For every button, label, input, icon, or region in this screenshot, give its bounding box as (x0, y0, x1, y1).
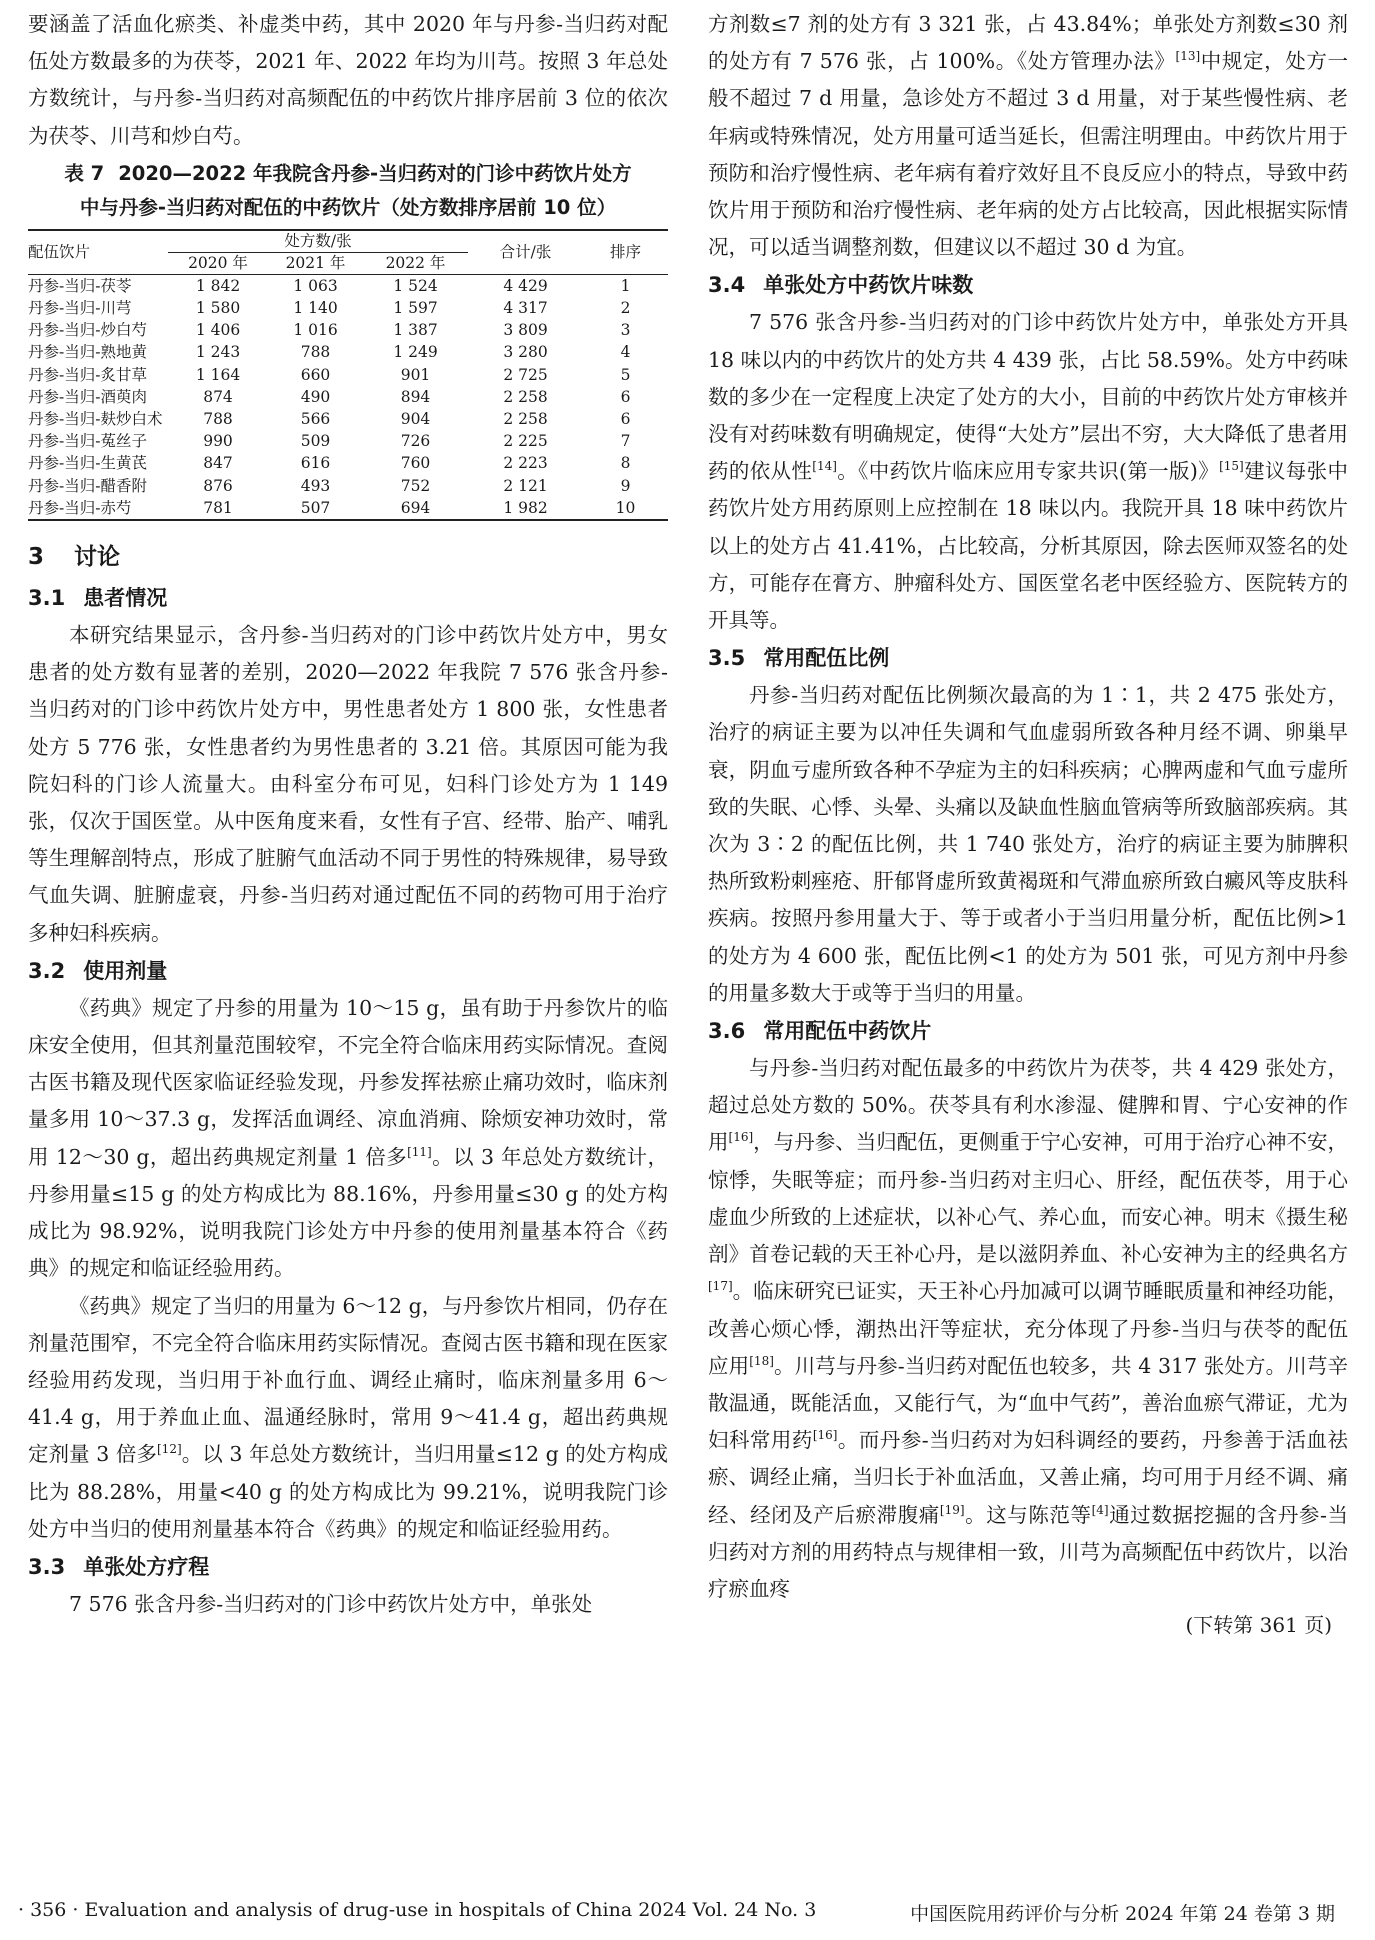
table-cell-name: 丹参-当归-茯苓 (28, 276, 132, 295)
text-run: 方剂数≤7 剂的处方有 3 321 张，占 43.84%；单张处方剂数≤30 剂的处方有 7 576 张，占 100%。《处方管理办法》 (708, 12, 1348, 74)
section-3-4-title: 单张处方中药饮片味数 (763, 273, 974, 298)
table-caption-line1: 2020—2022 年我院含丹参-当归药对的门诊中药饮片处方 (118, 161, 632, 185)
table-cell-total: 2 258 (503, 410, 548, 429)
table-cell-total: 2 223 (503, 454, 548, 473)
section-3-4-paragraph (708, 304, 1348, 639)
text-run: 。这与陈范等 (964, 1502, 1092, 1527)
col-header-name: 配伍饮片 (28, 230, 168, 275)
table-cell-rank: 6 (620, 387, 631, 406)
section-3-5-title: 常用配伍比例 (763, 646, 890, 671)
table-cell-y2022: 694 (400, 498, 431, 517)
section-3-2-paragraph-2 (28, 1288, 668, 1548)
table-row (28, 319, 668, 341)
text-run: 。以 3 年总处方数统计，丹参用量≤15 g 的处方构成比为 88.16%，丹参用量≤30 g 的处方构成比为 98.92%，说明我院门诊处方中丹参的使用剂量基本符合《药典》的规定和临证经验用药。 (28, 1144, 669, 1281)
table-cell-total: 4 429 (503, 276, 548, 295)
col-header-2021: 2021 年 (268, 252, 363, 274)
table-cell-rank: 2 (620, 299, 631, 318)
col-header-2020: 2020 年 (168, 252, 268, 274)
table-cell-y2020: 781 (203, 498, 233, 517)
text-run: 。以 3 年总处方数统计，当归用量≤12 g 的处方构成比为 88.28%，用量<40 g 的处方构成比为 99.21%，说明我院门诊处方中当归的使用剂量基本符合《药典》的规定和临证经验用药。 (28, 1442, 668, 1541)
text-run: 通过数据挖掘的含丹参-当归药对方剂的用药特点与规律相一致，川芎为高频配伍中药饮片，以治疗瘀血疼 (708, 1502, 1349, 1601)
table-body (28, 274, 668, 520)
table-row (28, 430, 668, 452)
table-cell-y2020: 1 164 (195, 365, 241, 384)
page-footer (0, 1893, 1375, 1933)
table-cell-name: 丹参-当归-醋香附 (28, 476, 147, 495)
table-cell-y2021: 493 (300, 476, 331, 495)
citation: [11] (407, 1144, 432, 1159)
section-3-3-number: 3.3 (28, 1554, 66, 1579)
table-cell-y2020: 876 (203, 476, 233, 495)
section-3-1-heading (28, 579, 668, 617)
citation: [4] (1091, 1502, 1109, 1517)
footer-right: 中国医院用药评价与分析 2024 年第 24 卷第 3 期 (910, 1903, 1335, 1925)
table-cell-rank: 4 (620, 343, 631, 362)
table-cell-y2021: 660 (300, 365, 331, 384)
section-3-1-paragraph: 本研究结果显示，含丹参-当归药对的门诊中药饮片处方中，男女患者的处方数有显著的差别，2020—2022 年我院 7 576 张含丹参-当归药对的门诊中药饮片处方中，男性患者处方 1 800 张，女性患者处方 5 776 张，女性患者约为男性患者的 3.21 倍。其原因可能为我院妇科的门诊人流量大。由科室分布可见，妇科门诊处方为 1 149 张，仅次于国医堂。从中医角度来看，女性有子宫、经带、胎产、哺乳等生理解剖特点，形成了脏腑气血活动不同于男性的特殊规律，易导致气血失调、脏腑虚衰，丹参-当归药对通过配伍不同的药物可用于治疗多种妇科疾病。 (28, 623, 668, 945)
table-cell-y2022: 1 387 (393, 321, 438, 340)
left-column (28, 6, 668, 1623)
text-run: 7 576 张含丹参-当归药对的门诊中药饮片处方中，单张处方开具 18 味以内的中药饮片的处方共 4 439 张，占比 58.59%。处方中药味数的多少在一定程度上决定了处方的大小，目前的中药饮片处方审核并没有对药味数有明确规定，使得“大处方”层出不穷，大大降低了患者用药的依从性 (708, 310, 1349, 484)
table-cell-y2022: 1 597 (393, 299, 438, 318)
table-cell-name: 丹参-当归-炙甘草 (28, 365, 147, 384)
table-cell-total: 2 725 (503, 365, 548, 384)
table-cell-y2020: 1 842 (195, 276, 241, 295)
section-3-3-heading (28, 1548, 668, 1586)
section-3-number: 3 (28, 544, 45, 571)
text-run: 建议每张中药饮片处方用药原则上应控制在 18 味以内。我院开具 18 味中药饮片以上的处方占 41.41%，占比较高，分析其原因，除去医师双签名的处方，可能存在膏方、肿瘤科处方、国医堂名老中医经验方、医院转方的开具等。 (708, 459, 1349, 633)
table-row (28, 274, 668, 297)
section-3-2-title: 使用剂量 (83, 958, 168, 983)
table-row (28, 452, 668, 474)
section-3-heading (28, 535, 668, 579)
section-3-3-paragraph-cont (708, 6, 1348, 266)
table-cell-rank: 8 (620, 454, 631, 473)
table-caption-line2: 中与丹参-当归药对配伍的中药饮片（处方数排序居前 10 位） (79, 195, 617, 219)
table-cell-rank: 1 (620, 276, 631, 295)
section-3-6-title: 常用配伍中药饮片 (763, 1019, 932, 1044)
table-cell-total: 2 258 (503, 387, 548, 406)
text-run: 与丹参-当归药对配伍最多的中药饮片为茯苓，共 4 429 张处方，超过总处方数的 50%。茯苓具有利水渗湿、健脾和胃、宁心安神的作用 (708, 1056, 1348, 1155)
table-row (28, 364, 668, 386)
table-cell-y2020: 874 (203, 387, 233, 406)
table-cell-y2022: 901 (400, 365, 431, 384)
table-cell-y2021: 490 (300, 387, 331, 406)
col-header-total: 合计/张 (468, 230, 583, 275)
table-cell-y2022: 894 (400, 387, 431, 406)
table-cell-name: 丹参-当归-麸炒白术 (28, 410, 163, 429)
table-label: 表 7 (64, 161, 105, 185)
col-header-rank: 排序 (583, 230, 668, 275)
section-3-4-number: 3.4 (708, 273, 746, 298)
table-cell-total: 1 982 (503, 498, 548, 517)
col-header-2022: 2022 年 (363, 252, 468, 274)
table-cell-y2021: 1 140 (293, 299, 338, 318)
table-cell-total: 3 280 (503, 343, 548, 362)
table-cell-y2020: 788 (203, 410, 233, 429)
table-cell-rank: 5 (620, 365, 631, 384)
table-cell-name: 丹参-当归-川芎 (28, 299, 132, 318)
text-run: 《药典》规定了丹参的用量为 10～15 g，虽有助于丹参饮片的临床安全使用，但其剂量范围较窄，不完全符合临床用药实际情况。查阅古医书籍及现代医家临证经验发现，丹参发挥祛瘀止痛功效时，临床剂量多用 10～37.3 g，发挥活血调经、凉血消痈、除烦安神功效时，常用 12～30 g，超出药典规定剂量 1 倍多 (28, 995, 668, 1169)
table-cell-name: 丹参-当归-炒白芍 (28, 321, 147, 340)
citation: [19] (939, 1502, 965, 1517)
table-cell-y2021: 788 (300, 343, 331, 362)
table-cell-y2022: 726 (400, 432, 431, 451)
table-cell-name: 丹参-当归-生黄芪 (28, 454, 147, 473)
table-cell-y2020: 1 243 (195, 343, 241, 362)
text-run: 。川芎与丹参-当归药对配伍也较多，共 4 317 张处方。川芎辛散温通，既能活血，又能行气，为“血中气药”，善治血瘀气滞证，尤为妇科常用药 (708, 1353, 1348, 1453)
section-3-1-number: 3.1 (28, 586, 66, 611)
section-3-6-paragraph (708, 1050, 1348, 1608)
table-cell-y2021: 1 016 (293, 321, 338, 340)
table-cell-rank: 3 (620, 321, 631, 340)
section-3-5-paragraph: 丹参-当归药对配伍比例频次最高的为 1∶1，共 2 475 张处方，治疗的病证主要为以冲任失调和气血虚弱所致各种月经不调、卵巢早衰，阴血亏虚所致各种不孕症为主的妇科疾病；心脾两虚和气血亏虚所致的失眠、心悸、头晕、头痛以及缺血性脑血管病等所致脑部疾病。其次为 3∶2 的配伍比例，共 1 740 张处方，治疗的病证主要为肺脾积热所致粉刺痤疮、肝郁肾虚所致黄褐斑和气滞血瘀所致白癜风等皮肤科疾病。按照丹参用量大于、等于或者小于当归用量分析，配伍比例>1 的处方为 4 600 张，配伍比例<1 的处方为 501 张，可见方剂中丹参的用量多数大于或等于当归的用量。 (708, 683, 1348, 1005)
text-run: 。临床研究已证实，天王补心丹加减可以调节睡眠质量和神经功能，改善心烦心悸，潮热出汗等症状，充分体现了丹参-当归与茯苓的配伍应用 (708, 1279, 1348, 1378)
section-3-2-number: 3.2 (28, 958, 66, 983)
table-row (28, 297, 668, 319)
table-cell-total: 4 317 (503, 299, 548, 318)
table-cell-y2021: 616 (300, 454, 331, 473)
table-cell-y2021: 507 (300, 498, 331, 517)
section-3-6-number: 3.6 (708, 1019, 746, 1044)
table-cell-name: 丹参-当归-熟地黄 (28, 343, 147, 362)
citation: [17] (708, 1279, 733, 1294)
text-run: ，与丹参、当归配伍，更侧重于宁心安神，可用于治疗心神不安，惊悸，失眠等症；而丹参-当归药对主归心、肝经，配伍茯苓，用于心虚血少所致的上述症状，以补心气、养心血，而安心神。明末《摄生秘剖》首卷记载的天王补心丹，是以滋阴养血、补心安神为主的经典名方 (708, 1130, 1349, 1267)
table-row (28, 341, 668, 363)
table-cell-rank: 9 (620, 476, 631, 495)
table-cell-y2022: 904 (400, 410, 431, 429)
table-7 (28, 229, 668, 521)
table-cell-total: 3 809 (503, 321, 548, 340)
citation: [16] (728, 1130, 754, 1145)
citation: [12] (157, 1442, 182, 1457)
table-cell-y2022: 760 (400, 454, 431, 473)
text-run: 。而丹参-当归药对为妇科调经的要药，丹参善于活血祛瘀、调经止痛，当归长于补血活血，又善止痛，均可用于月经不调、痛经、经闭及产后瘀滞腹痛 (708, 1428, 1348, 1527)
text-run: 《药典》规定了当归的用量为 6～12 g，与丹参饮片相同，仍存在剂量范围窄，不完全符合临床用药实际情况。查阅古医书籍和现在医家经验用药发现，当归用于补血行血、调经止痛时，临床剂量多用 6～41.4 g，用于养血止血、温通经脉时，常用 9～41.4 g，超出药典规定剂量 3 倍多 (28, 1293, 668, 1467)
table-cell-y2020: 1 580 (195, 299, 241, 318)
table-cell-total: 2 225 (503, 432, 548, 451)
col-header-group: 处方数/张 (168, 230, 468, 253)
table-cell-y2021: 566 (300, 410, 331, 429)
table-cell-y2020: 990 (203, 432, 233, 451)
table-cell-name: 丹参-当归-酒萸肉 (28, 387, 147, 406)
footer-left: · 356 · Evaluation and analysis of drug-use in hospitals of China 2024 Vol. 24 No. 3 (18, 1899, 817, 1921)
section-3-3-title: 单张处方疗程 (83, 1554, 210, 1579)
table-cell-y2020: 1 406 (195, 321, 241, 340)
table-row (28, 386, 668, 408)
citation: [14] (812, 459, 837, 474)
table-row (28, 497, 668, 520)
table-cell-name: 丹参-当归-赤芍 (28, 498, 132, 517)
text-run: 。《中药饮片临床应用专家共识(第一版)》 (836, 459, 1220, 484)
section-3-3-paragraph-start: 7 576 张含丹参-当归药对的门诊中药饮片处方中，单张处 (69, 1591, 593, 1616)
citation: [18] (749, 1353, 774, 1368)
intro-paragraph: 要涵盖了活血化瘀类、补虚类中药，其中 2020 年与丹参-当归药对配伍处方数最多的为茯苓，2021 年、2022 年均为川芎。按照 3 年总处方数统计，与丹参-当归药对高频配伍的中药饮片排序居前 3 位的依次为茯苓、川芎和炒白芍。 (28, 12, 668, 148)
continued-note: (下转第 361 页) (1185, 1613, 1332, 1638)
section-3-1-title: 患者情况 (83, 586, 168, 611)
table-cell-y2021: 509 (300, 432, 331, 451)
citation: [15] (1219, 459, 1244, 474)
table-row (28, 408, 668, 430)
section-3-2-paragraph-1 (28, 990, 668, 1288)
table-cell-y2022: 1 249 (393, 343, 438, 362)
table-cell-rank: 10 (615, 498, 636, 517)
citation: [16] (812, 1428, 838, 1443)
table-cell-y2021: 1 063 (293, 276, 338, 295)
table-cell-total: 2 121 (503, 476, 548, 495)
section-3-6-heading (708, 1012, 1348, 1050)
section-3-5-number: 3.5 (708, 646, 746, 671)
table-caption (28, 157, 668, 225)
section-3-5-heading (708, 639, 1348, 677)
section-3-2-heading (28, 952, 668, 990)
table-cell-y2020: 847 (203, 454, 233, 473)
right-column (708, 6, 1348, 1642)
citation: [13] (1175, 49, 1201, 64)
text-run: 中规定，处方一般不超过 7 d 用量，急诊处方不超过 3 d 用量，对于某些慢性病、老年病或特殊情况，处方用量可适当延长，但需注明理由。中药饮片用于预防和治疗慢性病、老年病有着疗效好且不良反应小的特点，导致中药饮片用于预防和治疗慢性病、老年病的处方占比较高，因此根据实际情况，可以适当调整剂数，但建议以不超过 30 d 为宜。 (708, 49, 1349, 260)
table-cell-y2022: 752 (400, 476, 431, 495)
section-3-title: 讨论 (74, 544, 121, 571)
section-3-4-heading (708, 266, 1348, 304)
table-cell-y2022: 1 524 (393, 276, 438, 295)
table-cell-rank: 7 (620, 432, 631, 451)
table-cell-rank: 6 (620, 410, 631, 429)
table-cell-name: 丹参-当归-菟丝子 (28, 432, 147, 451)
table-row (28, 475, 668, 497)
